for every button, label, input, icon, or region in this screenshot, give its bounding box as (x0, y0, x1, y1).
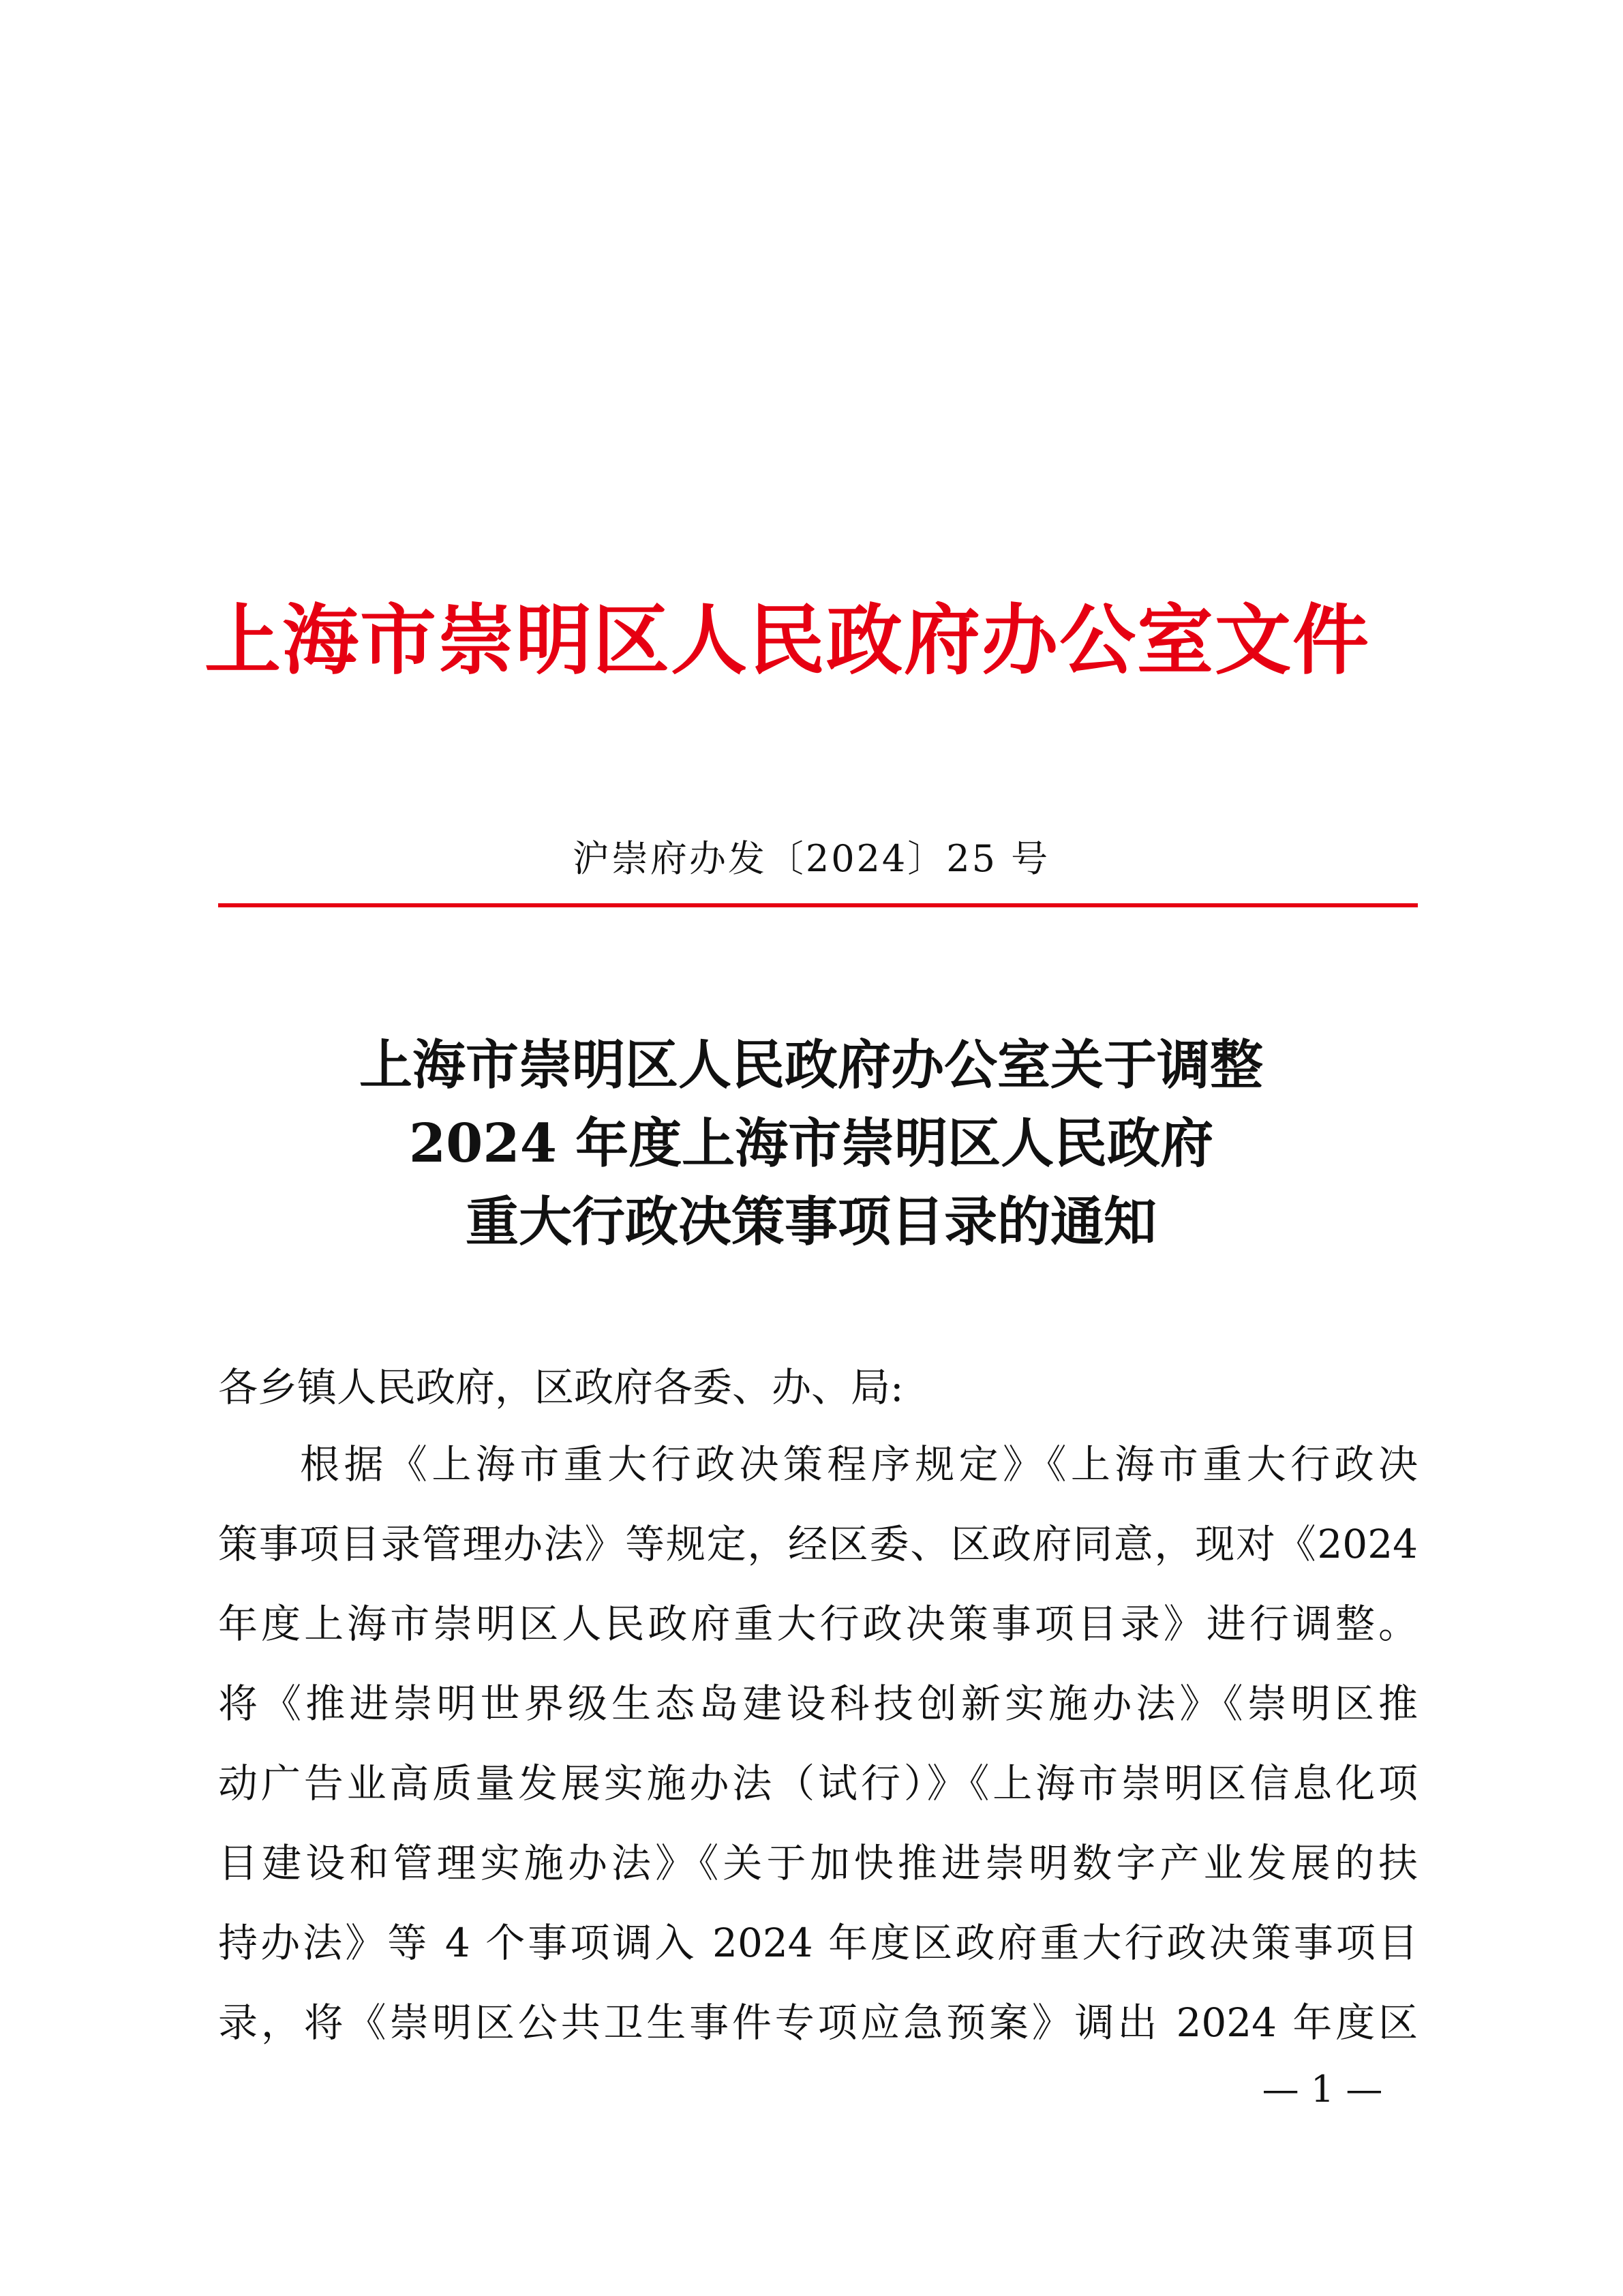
page-number: — 1 — (1262, 2068, 1383, 2111)
body-line: 录，将《崇明区公共卫生事件专项应急预案》调出 2024 年度区 (218, 1999, 1418, 2046)
body-line: 动广告业高质量发展实施办法（试行）》《上海市崇明区信息化项 (218, 1760, 1418, 1807)
title-line: 2024 年度上海市崇明区人民政府 (408, 1113, 1214, 1175)
body-line: 持办法》等 4 个事项调入 2024 年度区政府重大行政决策事项目 (218, 1920, 1418, 1966)
document-title (204, 1026, 1418, 1261)
salutation: 各乡镇人民政府，区政府各委、办、局: (218, 1364, 904, 1410)
red-separator-line (218, 903, 1418, 907)
document-number: 沪崇府办发〔2024〕25 号 (572, 837, 1050, 880)
body-line: 根据《上海市重大行政决策程序规定》《上海市重大行政决 (300, 1441, 1418, 1487)
body-line: 目建设和管理实施办法》《关于加快推进崇明数字产业发展的扶 (218, 1840, 1418, 1886)
document-masthead: 上海市崇明区人民政府办公室文件 (204, 596, 1370, 685)
title-line: 上海市崇明区人民政府办公室关于调整 (359, 1034, 1263, 1096)
body-line: 年度上海市崇明区人民政府重大行政决策事项目录》进行调整。 (218, 1601, 1418, 1647)
body-paragraph (218, 1425, 1418, 2063)
body-line: 将《推进崇明世界级生态岛建设科技创新实施办法》《崇明区推 (218, 1680, 1418, 1727)
title-line: 重大行政决策事项目录的通知 (465, 1191, 1157, 1253)
body-line: 策事项目录管理办法》等规定，经区委、区政府同意，现对《2024 (218, 1521, 1418, 1567)
